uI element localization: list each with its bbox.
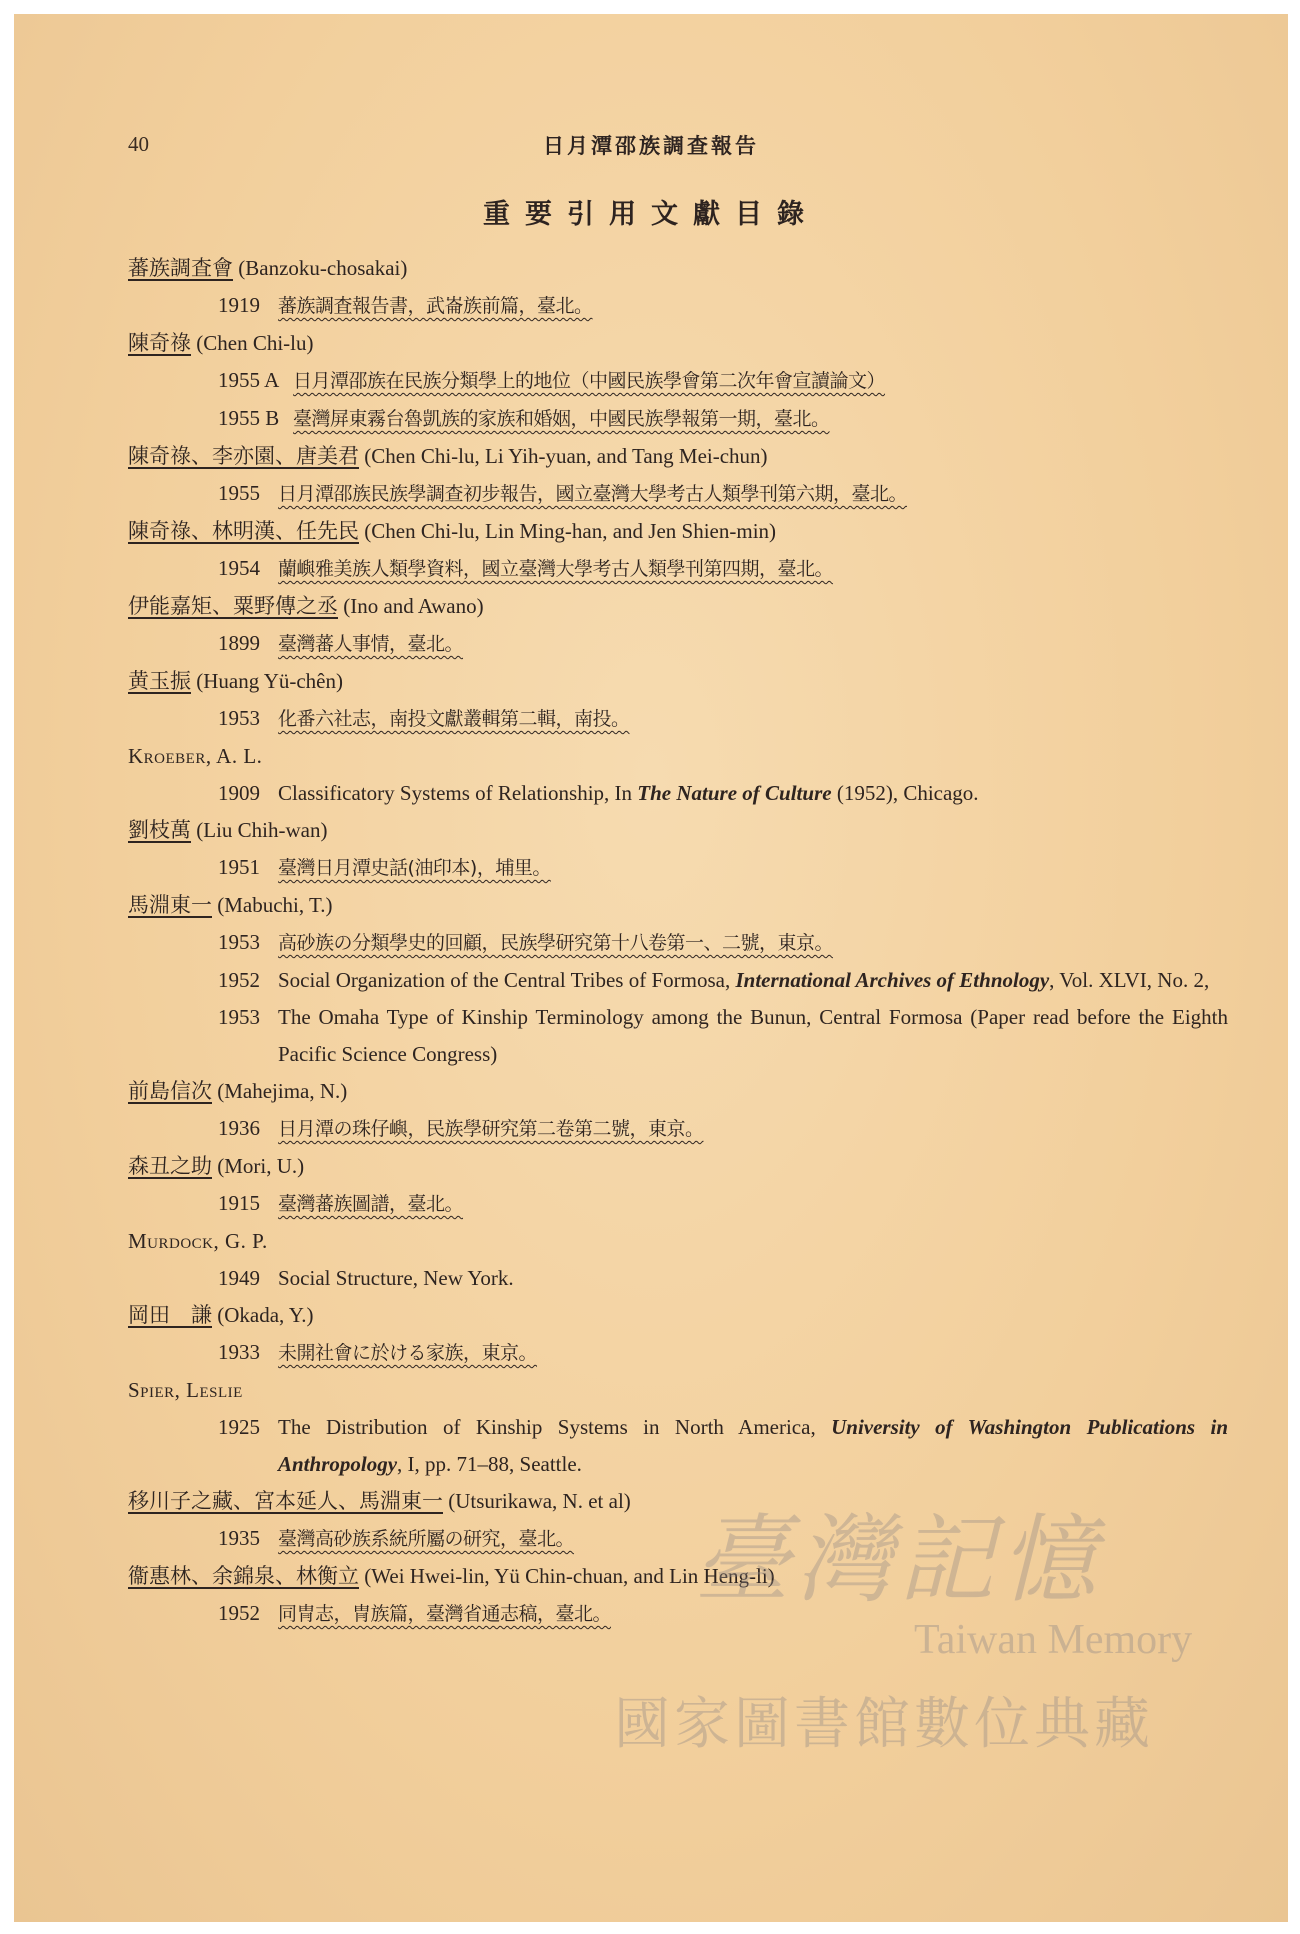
reference-author [128,513,1228,550]
author-name-chinese: 黄玉振 [128,669,191,693]
reference-entry [128,962,1228,999]
entry-text: Social Structure, New York. [278,1266,514,1290]
author-name-chinese: 岡田 謙 [128,1303,212,1327]
reference-entry [128,1334,1228,1372]
reference-author [128,1148,1228,1185]
reference-entry [128,849,1228,887]
entry-text: The Omaha Type of Kinship Terminology among the Bunun, Central Formosa (Paper read before the Eighth Pacific Science Congress) [278,1005,1228,1066]
author-name: Kroeber, A. L. [128,744,263,768]
entry-title [278,625,1228,663]
entry-text-tail: , Vol. XLVI, No. 2, [1049,968,1210,992]
reference-entry [128,1185,1228,1223]
watermark-english: Taiwan Memory [914,1617,1193,1663]
entry-title [278,1334,1228,1372]
entry-year: 1925 [218,1415,260,1439]
reference-entry [128,287,1228,325]
author-name-romanized: (Chen Chi-lu) [191,331,314,355]
author-name-romanized: (Chen Chi-lu, Lin Ming-han, and Jen Shien-min) [359,519,777,543]
reference-entry [128,775,1228,812]
entry-year: 1955 [218,481,260,505]
entry-title-chinese: 同冑志，冑族篇，臺灣省通志稿，臺北。 [278,1603,612,1625]
author-name-romanized: (Mori, U.) [212,1154,305,1178]
reference-author [128,887,1228,924]
entry-title-chinese: 未開社會に於ける家族，東京。 [278,1342,538,1364]
entry-title-chinese: 日月潭邵族在民族分類學上的地位（中國民族學會第二次年會宣讀論文） [293,370,886,392]
author-name-romanized: (Huang Yü-chên) [191,669,343,693]
author-name-chinese: 移川子之藏、宮本延人、馬淵東一 [128,1489,443,1513]
entry-year: 1909 [218,781,260,805]
reference-entry [128,700,1228,738]
author-name-chinese: 劉枝萬 [128,818,191,842]
entry-year: 1933 [218,1340,260,1364]
taiwan-memory-watermark [614,1484,1234,1784]
entry-title-chinese: 臺灣日月潭史話(油印本)，埔里。 [278,857,551,879]
author-name-romanized: (Okada, Y.) [212,1303,314,1327]
entry-title [278,475,1228,513]
author-name-chinese: 馬淵東一 [128,893,212,917]
entry-title [278,1409,1228,1483]
entry-publication-title: International Archives of Ethnology [735,968,1050,992]
reference-author [128,588,1228,625]
entry-publication-title: The Nature of Culture [637,781,832,805]
entry-title-chinese: 日月潭の珠仔嶼，民族學研究第二卷第二號，東京。 [278,1118,704,1140]
entry-title-chinese: 臺灣屏東霧台魯凱族的家族和婚姻，中國民族學報第一期，臺北。 [293,408,830,430]
entry-title-chinese: 日月潭邵族民族學調查初步報告，國立臺灣大學考古人類學刊第六期，臺北。 [278,483,908,505]
entry-title-chinese: 化番六社志，南投文獻叢輯第二輯，南投。 [278,708,630,730]
entry-title [278,700,1228,738]
author-name-romanized: (Utsurikawa, N. et al) [443,1489,631,1513]
author-name-chinese: 陳奇祿 [128,331,191,355]
author-name-chinese: 伊能嘉矩、粟野傳之丞 [128,594,338,618]
reference-entry [128,1110,1228,1148]
watermark-chinese: 國家圖書館數位典藏 [614,1692,1154,1757]
entry-text: The Distribution of Kinship Systems in North America, [278,1415,832,1439]
reference-entry [128,400,1228,438]
author-name-romanized: (Ino and Awano) [338,594,484,618]
author-name-chinese: 陳奇祿、林明漢、任先民 [128,519,359,543]
entry-text: Classificatory Systems of Relationship, In [278,781,638,805]
entry-title-chinese: 高砂族の分類學史的回顧，民族學研究第十八卷第一、二號，東京。 [278,932,834,954]
entry-year: 1953 [218,930,260,954]
author-name-romanized: (Mabuchi, T.) [212,893,333,917]
author-name-chinese: 衞惠林、余錦泉、林衡立 [128,1564,359,1588]
entry-year: 1936 [218,1116,260,1140]
entry-title-chinese: 蕃族調査報告書，武崙族前篇，臺北。 [278,295,593,317]
entry-title [278,287,1228,325]
entry-year: 1953 [218,706,260,730]
reference-list [128,250,1228,1633]
watermark-script: 臺灣記憶 [694,1504,1102,1616]
reference-entry [128,550,1228,588]
author-name-chinese: 前島信次 [128,1079,212,1103]
reference-author [128,738,1228,775]
reference-entry [128,999,1228,1073]
entry-year: 1955 A [218,368,280,392]
reference-author [128,325,1228,362]
author-name-romanized: (Chen Chi-lu, Li Yih-yuan, and Tang Mei-chun) [359,444,768,468]
entry-title-chinese: 臺灣高砂族系統所屬の研究，臺北。 [278,1528,575,1550]
scanned-page [14,14,1288,1922]
entry-title [278,962,1228,999]
entry-title [278,550,1228,588]
entry-year: 1952 [218,1601,260,1625]
reference-author [128,1297,1228,1334]
author-name-chinese: 蕃族調査會 [128,256,233,280]
entry-text-tail: , I, pp. 71–88, Seattle. [397,1452,582,1476]
reference-entry [128,1260,1228,1297]
entry-title [293,400,1228,438]
entry-year: 1949 [218,1266,260,1290]
author-name: Murdock, G. P. [128,1229,268,1253]
entry-title-chinese: 臺灣蕃人事情，臺北。 [278,633,464,655]
reference-entry [128,1409,1228,1483]
entry-year: 1953 [218,1005,260,1029]
author-name-chinese: 陳奇祿、李亦園、唐美君 [128,444,359,468]
reference-entry [128,362,1228,400]
entry-publication-title: University of Washington Publications in Anthropology [278,1415,1228,1476]
author-name-romanized: (Liu Chih-wan) [191,818,328,842]
entry-year: 1951 [218,855,260,879]
entry-year: 1952 [218,968,260,992]
section-title: 重要引用文獻目錄 [483,199,819,230]
entry-title [278,1185,1228,1223]
reference-author [128,438,1228,475]
entry-text: Social Organization of the Central Tribes of Formosa, [278,968,736,992]
entry-title-chinese: 臺灣蕃族圖譜，臺北。 [278,1193,464,1215]
entry-title [278,775,1228,812]
author-name-chinese: 森丑之助 [128,1154,212,1178]
entry-title [293,362,1228,400]
reference-author [128,1372,1228,1409]
entry-year: 1919 [218,293,260,317]
author-name-romanized: (Banzoku-chosakai) [233,256,408,280]
reference-author [128,250,1228,287]
author-name-romanized: (Wei Hwei-lin, Yü Chin-chuan, and Lin Heng-li) [359,1564,775,1588]
entry-year: 1955 B [218,406,280,430]
entry-text-tail: (1952), Chicago. [831,781,979,805]
entry-title [278,1110,1228,1148]
entry-title [278,999,1228,1073]
author-name: Spier, Leslie [128,1378,243,1402]
entry-title [278,1260,1228,1297]
entry-title [278,924,1228,962]
reference-author [128,663,1228,700]
reference-entry [128,475,1228,513]
entry-year: 1899 [218,631,260,655]
author-name-romanized: (Mahejima, N.) [212,1079,348,1103]
entry-year: 1915 [218,1191,260,1215]
entry-title [278,849,1228,887]
reference-entry [128,625,1228,663]
reference-author [128,1073,1228,1110]
reference-author [128,812,1228,849]
reference-entry [128,924,1228,962]
reference-author [128,1223,1228,1260]
entry-year: 1954 [218,556,260,580]
running-title: 日月潭邵族調查報告 [543,134,759,158]
page-number: 40 [128,132,149,156]
entry-year: 1935 [218,1526,260,1550]
entry-title-chinese: 蘭嶼雅美族人類學資料，國立臺灣大學考古人類學刊第四期，臺北。 [278,558,834,580]
